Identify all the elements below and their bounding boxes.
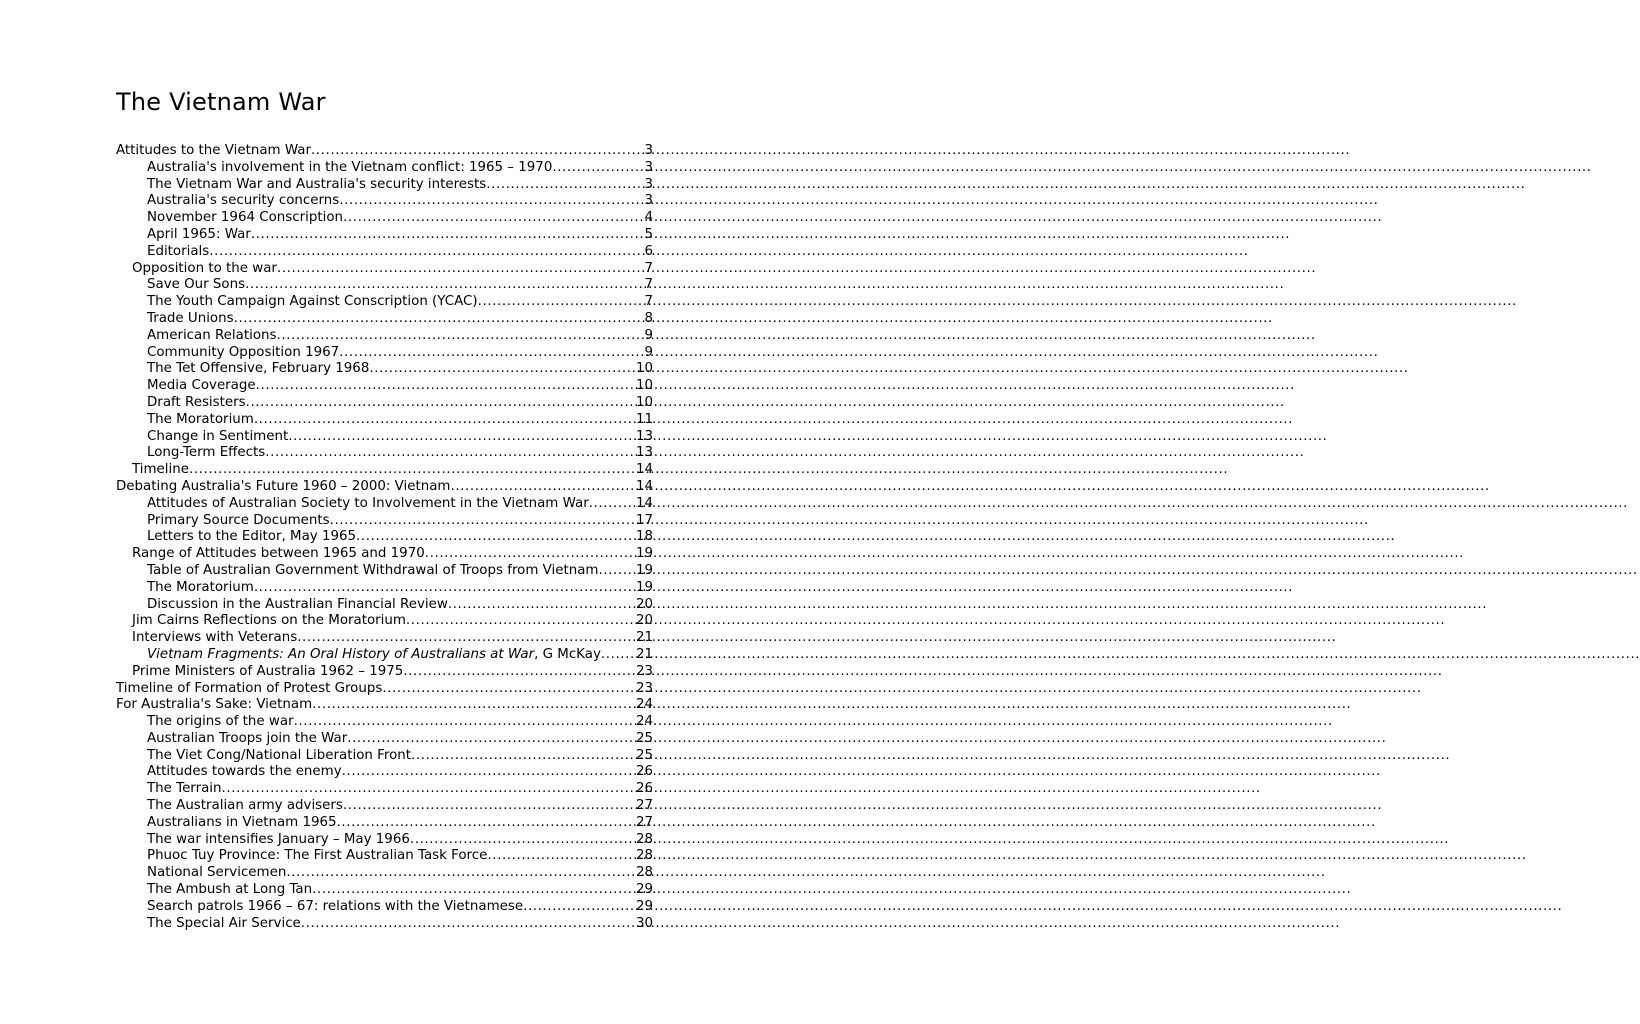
toc-entry[interactable]	[116, 496, 653, 513]
toc-entry-title: Australia's involvement in the Vietnam conflict: 1965 – 1970	[147, 159, 553, 175]
toc-leader-dots	[448, 597, 636, 614]
toc-entry-title: Timeline	[132, 462, 189, 478]
toc-leader-dots	[276, 328, 644, 345]
toc-leader-dots	[312, 882, 636, 899]
toc-leader-dots	[337, 815, 636, 832]
toc-page-number: 23	[635, 663, 653, 679]
toc-page-number: 27	[635, 798, 653, 814]
toc-entry-title: The Ambush at Long Tan	[147, 882, 313, 898]
document-title: The Vietnam War	[116, 88, 326, 116]
toc-entry[interactable]	[116, 664, 653, 681]
toc-entry[interactable]	[116, 681, 653, 698]
toc-entry[interactable]	[116, 697, 653, 714]
toc-entry[interactable]	[116, 781, 653, 798]
toc-entry-title: Attitudes of Australian Society to Involvement in the Vietnam War	[147, 495, 589, 511]
toc-leader-dots	[487, 848, 636, 865]
toc-entry-title: The Tet Offensive, February 1968	[147, 361, 370, 377]
toc-entry-title: Prime Ministers of Australia 1962 – 1975	[132, 663, 404, 679]
toc-page-number: 7	[644, 277, 653, 293]
toc-page-number: 5	[644, 226, 653, 242]
toc-entry-title: Primary Source Documents	[147, 512, 330, 528]
toc-page-number: 7	[644, 260, 653, 276]
toc-entry-title: The Australian army advisers	[147, 798, 343, 814]
toc-entry-title	[147, 647, 601, 664]
toc-entry[interactable]	[116, 143, 653, 160]
toc-entry[interactable]	[116, 580, 653, 597]
toc-page-number: 25	[635, 747, 653, 763]
toc-leader-dots	[339, 345, 644, 362]
toc-entry[interactable]	[116, 882, 653, 899]
toc-page-number: 29	[635, 882, 653, 898]
toc-entry[interactable]	[116, 462, 653, 479]
toc-leader-dots	[450, 479, 635, 496]
toc-entry[interactable]	[116, 848, 653, 865]
toc-entry-title: Australian Troops join the War	[147, 730, 348, 746]
toc-entry[interactable]	[116, 563, 653, 580]
toc-leader-dots	[406, 613, 636, 630]
toc-entry-title: Timeline of Formation of Protest Groups	[116, 680, 383, 696]
toc-page-number: 28	[635, 848, 653, 864]
toc-leader-dots	[189, 462, 636, 479]
toc-leader-dots	[343, 798, 636, 815]
toc-leader-dots	[286, 865, 636, 882]
toc-page-number: 26	[635, 764, 653, 780]
toc-entry[interactable]	[116, 479, 653, 496]
toc-leader-dots	[301, 916, 636, 933]
toc-leader-dots	[246, 395, 636, 412]
toc-leader-dots	[234, 311, 645, 328]
toc-entry-title: Jim Cairns Reflections on the Moratorium	[132, 613, 406, 629]
toc-leader-dots	[265, 445, 636, 462]
toc-entry-title: The Moratorium	[147, 411, 254, 427]
toc-page-number: 4	[644, 210, 653, 226]
toc-leader-dots	[245, 277, 644, 294]
toc-page-number: 9	[644, 344, 653, 360]
toc-entry-title: The war intensifies January – May 1966	[147, 831, 410, 847]
toc-entry[interactable]	[116, 899, 653, 916]
toc-leader-dots	[410, 832, 636, 849]
toc-page-number: 14	[635, 495, 653, 511]
toc-page-number: 19	[635, 546, 653, 562]
toc-page-number: 20	[635, 596, 653, 612]
toc-entry-title: The Vietnam War and Australia's security interests	[147, 176, 487, 192]
toc-page-number: 29	[635, 898, 653, 914]
toc-entry[interactable]	[116, 261, 653, 278]
toc-page-number: 19	[635, 579, 653, 595]
toc-page-number: 21	[635, 630, 653, 646]
toc-page-number: 24	[635, 714, 653, 730]
toc-leader-dots	[222, 781, 636, 798]
toc-entry-title: Change in Sentiment	[147, 428, 289, 444]
toc-entry[interactable]	[116, 613, 653, 630]
toc-entry-title: Australians in Vietnam 1965	[147, 814, 337, 830]
toc-entry-title: Attitudes to the Vietnam War	[116, 143, 311, 158]
toc-entry[interactable]	[116, 345, 653, 362]
toc-entry-title: Table of Australian Government Withdrawal of Troops from Vietnam	[147, 562, 599, 578]
toc-entry[interactable]	[116, 177, 653, 194]
toc-leader-dots	[411, 748, 636, 765]
toc-leader-dots	[254, 580, 636, 597]
toc-page-number: 10	[635, 394, 653, 410]
toc-page-number: 9	[644, 327, 653, 343]
toc-entry[interactable]	[116, 193, 653, 210]
toc-leader-dots	[589, 496, 636, 513]
toc-entry[interactable]	[116, 429, 653, 446]
toc-entry-title: Interviews with Veterans	[132, 630, 298, 646]
toc-entry-title: Search patrols 1966 – 67: relations with the Vietnamese	[147, 898, 524, 914]
toc-entry[interactable]	[116, 445, 653, 462]
toc-entry[interactable]	[116, 529, 653, 546]
toc-entry-title: Long-Term Effects	[147, 445, 266, 461]
toc-page-number: 6	[644, 243, 653, 259]
toc-page-number: 13	[635, 445, 653, 461]
toc-leader-dots	[311, 143, 645, 160]
toc-entry-title: Save Our Sons	[147, 277, 246, 293]
toc-leader-dots	[209, 244, 644, 261]
toc-entry[interactable]	[116, 630, 653, 647]
toc-leader-dots	[288, 429, 636, 446]
toc-entry-title: Phuoc Tuy Province: The First Australian Task Force	[147, 848, 488, 864]
toc-leader-dots	[369, 361, 636, 378]
toc-page-number: 28	[635, 865, 653, 881]
toc-page-number: 10	[635, 361, 653, 377]
toc-entry-title: Trade Unions	[147, 310, 234, 326]
toc-entry-title: Editorials	[147, 243, 210, 259]
toc-leader-dots	[343, 210, 644, 227]
toc-page-number: 19	[635, 562, 653, 578]
toc-entry[interactable]	[116, 647, 653, 664]
toc-leader-dots	[552, 160, 644, 177]
toc-entry-title: The origins of the war	[147, 714, 294, 730]
toc-entry[interactable]	[116, 361, 653, 378]
toc-leader-dots	[339, 193, 644, 210]
toc-page-number: 18	[635, 529, 653, 545]
toc-leader-dots	[297, 630, 636, 647]
toc-entry[interactable]	[116, 714, 653, 731]
toc-entry[interactable]	[116, 412, 653, 429]
toc-entry[interactable]	[116, 227, 653, 244]
toc-leader-dots	[347, 731, 636, 748]
toc-entry-title: The Terrain	[147, 781, 222, 797]
toc-leader-dots	[403, 664, 636, 681]
toc-leader-dots	[254, 412, 636, 429]
toc-entry[interactable]	[116, 798, 653, 815]
toc-entry[interactable]	[116, 731, 653, 748]
toc-entry-title: For Australia's Sake: Vietnam	[116, 697, 313, 713]
toc-entry[interactable]	[116, 865, 653, 882]
toc-page-number: 25	[635, 730, 653, 746]
toc-page-number: 3	[644, 159, 653, 175]
toc-entry[interactable]	[116, 311, 653, 328]
toc-page-number: 21	[635, 646, 653, 662]
toc-entry[interactable]	[116, 395, 653, 412]
toc-page-number: 23	[635, 680, 653, 696]
toc-entry[interactable]	[116, 328, 653, 345]
toc-entry[interactable]	[116, 513, 653, 530]
toc-page-number: 24	[635, 697, 653, 713]
toc-page-number: 3	[644, 193, 653, 209]
toc-leader-dots	[256, 378, 636, 395]
toc-entry-title: Range of Attitudes between 1965 and 1970	[132, 546, 425, 562]
toc-leader-dots	[330, 513, 636, 530]
toc-leader-dots	[382, 681, 636, 698]
toc-entry-title: Draft Resisters	[147, 394, 246, 410]
toc-entry-title: Opposition to the war	[132, 260, 277, 276]
toc-entry-title: The Special Air Service	[147, 915, 301, 931]
document-page	[0, 0, 768, 1024]
toc-entry[interactable]	[116, 832, 653, 849]
toc-entry-title: Australia's security concerns	[147, 193, 340, 209]
toc-entry-title: Community Opposition 1967	[147, 344, 340, 360]
toc-leader-dots	[425, 546, 636, 563]
toc-entry[interactable]	[116, 815, 653, 832]
toc-entry-title-italic: Vietnam Fragments: An Oral History of Australians at War	[147, 646, 535, 662]
toc-page-number: 3	[644, 143, 653, 158]
toc-page-number: 27	[635, 814, 653, 830]
toc-page-number: 8	[644, 310, 653, 326]
toc-entry-title: National Servicemen	[147, 865, 287, 881]
toc-entry[interactable]	[116, 294, 653, 311]
toc-leader-dots	[294, 714, 636, 731]
toc-entry-title: The Viet Cong/National Liberation Front	[147, 747, 411, 763]
toc-leader-dots	[523, 899, 636, 916]
toc-entry-title-suffix: , G McKay	[534, 646, 601, 662]
toc-leader-dots	[356, 529, 636, 546]
toc-page-number: 7	[644, 294, 653, 310]
toc-leader-dots	[478, 294, 645, 311]
toc-leader-dots	[601, 647, 636, 664]
toc-entry[interactable]	[116, 546, 653, 563]
toc-entry[interactable]	[116, 916, 653, 933]
toc-leader-dots	[342, 764, 636, 781]
toc-entry-title: November 1964 Conscription	[147, 210, 343, 226]
toc-entry-title: April 1965: War	[147, 226, 251, 242]
toc-entry-title: The Youth Campaign Against Conscription (YCAC)	[147, 294, 478, 310]
toc-entry[interactable]	[116, 378, 653, 395]
toc-page-number: 17	[635, 512, 653, 528]
toc-entry-title: Letters to the Editor, May 1965	[147, 529, 357, 545]
toc-entry[interactable]	[116, 597, 653, 614]
toc-page-number: 10	[635, 378, 653, 394]
toc-page-number: 3	[644, 176, 653, 192]
toc-entry-title: Attitudes towards the enemy	[147, 764, 342, 780]
toc-entry-title: Debating Australia's Future 1960 – 2000: Vietnam	[116, 478, 451, 494]
toc-page-number: 14	[635, 462, 653, 478]
toc-entry[interactable]	[116, 160, 653, 177]
toc-page-number: 28	[635, 831, 653, 847]
toc-leader-dots	[598, 563, 635, 580]
toc-entry[interactable]	[116, 210, 653, 227]
toc-page-number: 26	[635, 781, 653, 797]
toc-page-number: 14	[635, 478, 653, 494]
toc-entry[interactable]	[116, 244, 653, 261]
toc-leader-dots	[277, 261, 645, 278]
toc-entry[interactable]	[116, 277, 653, 294]
toc-entry-title: The Moratorium	[147, 579, 254, 595]
toc-leader-dots	[312, 697, 636, 714]
toc-page-number: 30	[635, 915, 653, 931]
toc-page-number: 20	[635, 613, 653, 629]
toc-entry[interactable]	[116, 764, 653, 781]
toc-entry-title: Discussion in the Australian Financial Review	[147, 596, 448, 612]
toc-entry-title: Media Coverage	[147, 378, 256, 394]
toc-leader-dots	[486, 177, 644, 194]
toc-page-number: 13	[635, 428, 653, 444]
toc-leader-dots	[251, 227, 645, 244]
toc-page-number: 11	[635, 411, 653, 427]
table-of-contents	[116, 143, 653, 932]
toc-entry-title: American Relations	[147, 327, 277, 343]
toc-entry[interactable]	[116, 748, 653, 765]
